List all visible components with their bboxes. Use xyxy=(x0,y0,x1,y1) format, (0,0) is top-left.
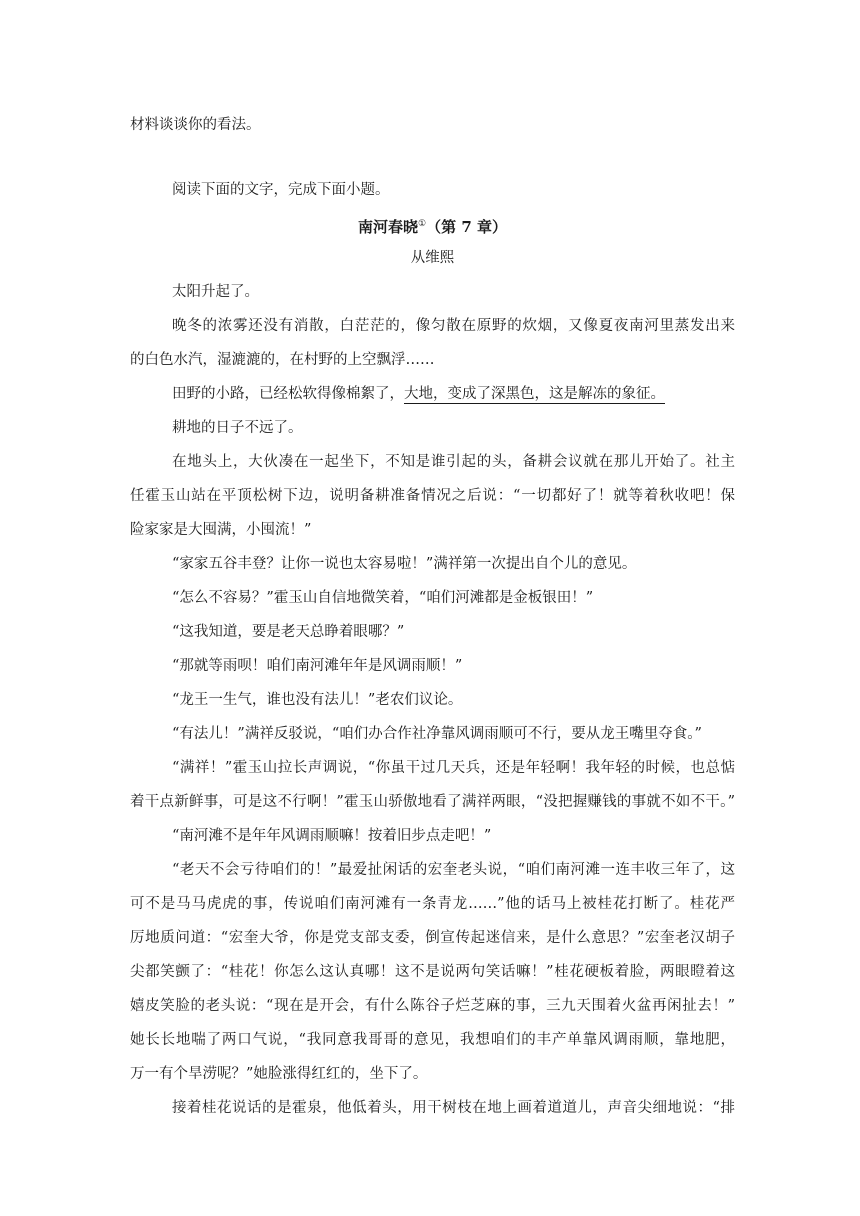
paragraph-line: 接着桂花说话的是霍泉，他低着头，用干树枝在地上画着道道儿，声音尖细地说：“排 xyxy=(172,1100,735,1116)
title-chapter: （第 7 章） xyxy=(426,218,507,236)
paragraph-line: 任霍玉山站在平顶松树下边，说明备耕准备情况之后说：“一切都好了！就等着秋收吧！保 xyxy=(130,488,735,504)
paragraph-line xyxy=(130,384,735,404)
text-line: 材料谈谈你的看法。 xyxy=(130,117,261,133)
paragraph-line: 晚冬的浓雾还没有消散，白茫茫的，像匀散在原野的炊烟，又像夏夜南河里蒸发出来 xyxy=(172,318,735,334)
paragraph-line: “老天不会亏待咱们的！”最爱扯闲话的宏奎老头说，“咱们南河滩一连丰收三年了，这 xyxy=(172,862,735,878)
paragraph-line: 尖都笑颤了：“桂花！你怎么这认真哪！这不是说两句笑话嘛！”桂花硬板着脸，两眼瞪着这 xyxy=(130,964,735,980)
text-plain: 田野的小路，已经松软得像棉絮了， xyxy=(172,386,404,402)
paragraph-line: 耕地的日子不远了。 xyxy=(172,420,303,436)
paragraph-line: 的白色水汽，湿漉漉的，在村野的上空飘浮…… xyxy=(130,352,435,368)
paragraph-line: “龙王一生气，谁也没有法儿！”老农们议论。 xyxy=(172,692,463,708)
paragraph-line: “这我知道，要是老天总睁着眼哪？” xyxy=(172,624,405,640)
paragraph-line: “家家五谷丰登？让你一说也太容易啦！”满祥第一次提出自个儿的意见。 xyxy=(172,556,637,572)
paragraph-line: 险家家是大囤满，小囤流！” xyxy=(130,522,312,538)
paragraph-line: 在地头上，大伙凑在一起坐下，不知是谁引起的头，备耕会议就在那儿开始了。社主 xyxy=(172,454,735,470)
paragraph-line: 厉地质问道：“宏奎大爷，你是党支部支委，倒宣传起迷信来，是什么意思？”宏奎老汉胡子 xyxy=(130,930,735,946)
footnote-marker: ① xyxy=(418,219,427,229)
title-main: 南河春晓 xyxy=(358,218,419,236)
underlined-sentence: 大地，变成了深黑色，这是解冻的象征。 xyxy=(404,386,665,402)
paragraph-line: “有法儿！”满祥反驳说，“咱们办合作社净靠风调雨顺可不行，要从龙王嘴里夺食。” xyxy=(172,726,702,742)
article-author: 从维熙 xyxy=(410,250,455,266)
paragraph-line: 太阳升起了。 xyxy=(172,284,259,300)
paragraph-line: “怎么不容易？”霍玉山自信地微笑着，“咱们河滩都是金板银田！” xyxy=(172,590,594,606)
paragraph-line: 可不是马马虎虎的事，传说咱们南河滩有一条青龙……”他的话马上被桂花打断了。桂花严 xyxy=(130,896,735,912)
paragraph-line: “南河滩不是年年风调雨顺嘛！按着旧步点走吧！” xyxy=(172,828,492,844)
article-title xyxy=(130,214,735,237)
paragraph-line: 她长长地喘了两口气说，“我同意我哥哥的意见，我想咱们的丰产单靠风调雨顺，靠地肥， xyxy=(130,1032,735,1048)
paragraph-line: “那就等雨呗！咱们南河滩年年是风调雨顺！” xyxy=(172,658,463,674)
paragraph-line: 着干点新鲜事，可是这不行啊！”霍玉山骄傲地看了满祥两眼，“没把握赚钱的事就不如不干。” xyxy=(130,794,735,810)
paragraph-line: “满祥！”霍玉山拉长声调说，“你虽干过几天兵，还是年轻啊！我年轻的时候，也总惦 xyxy=(172,760,735,776)
paragraph-line: 嬉皮笑脸的老头说：“现在是开会，有什么陈谷子烂芝麻的事，三九天围着火盆再闲扯去！” xyxy=(130,998,735,1014)
paragraph-line: 万一有个旱涝呢？”她脸涨得红红的，坐下了。 xyxy=(130,1066,428,1082)
instruction-line: 阅读下面的文字，完成下面小题。 xyxy=(172,182,390,198)
